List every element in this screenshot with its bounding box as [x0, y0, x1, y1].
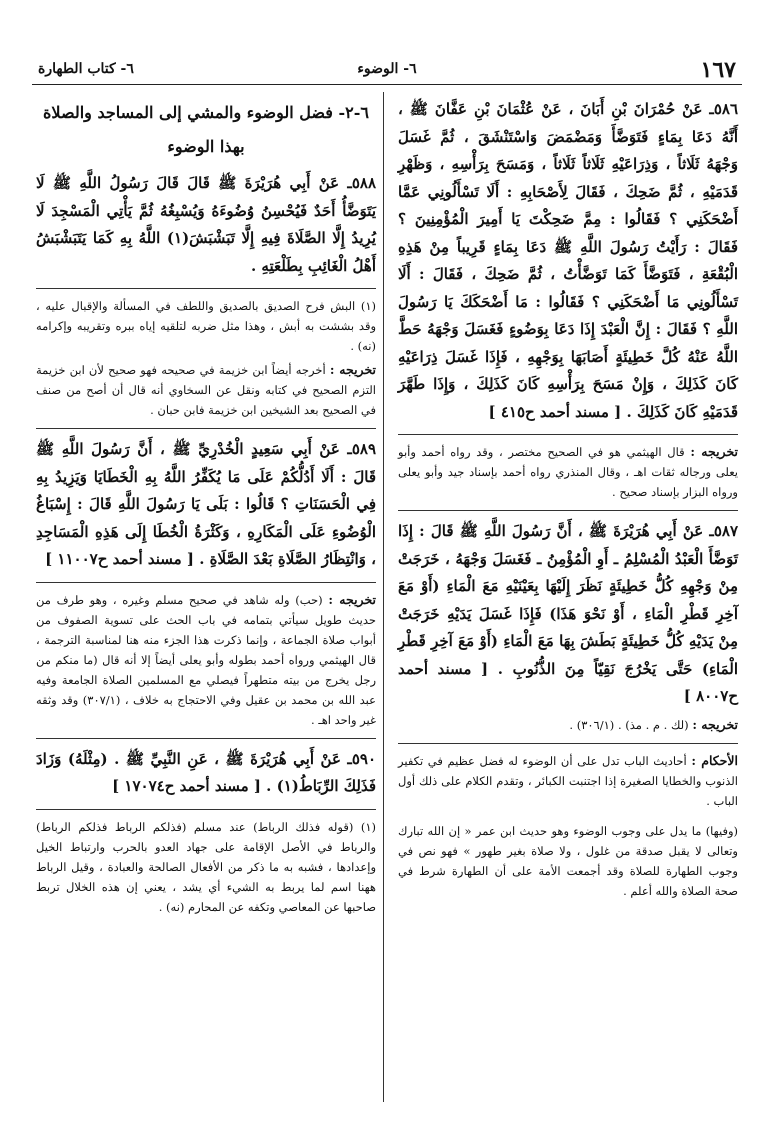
takhrij-text: (حب) وله شاهد في صحيح مسلم وغيره ، وهو طرف من حديث طويل سيأتي بتمامه في باب الحث على تسوية الصفوف من أبواب صلاة الجماعة ، وإنما ذكرت هذا الجزء منه هنا لمناسبة الترجمة ، قال الهيثمي ورواه أحمد بطوله وأبو يعلى أيضاً إلا أنه قال (ما منكم من رجل يخرج من بيته متطهراً فيصلي مع المسلمين الصلاة الجامعة وفيه عبد الله بن محمد بن عقيل وفي الاحتجاج به خلاف ، (٣٠٧/١) وقد وثقه غير واحد اهـ .: [36, 592, 376, 727]
separator: [36, 428, 376, 429]
takhrij-589: [36, 590, 376, 730]
hadith-590: ٥٩٠ـ عَنْ أَبِي هُرَيْرَةَ ﷺ ، عَنِ النَّبِيِّ ﷺ . (مِثْلَهُ) وَزَادَ فَذَلِكَ الرِّبَاطُ(١) . [ مسند أحمد ح١٧٠٧٤ ]: [36, 749, 376, 795]
ahkam-label: الأحكام :: [691, 752, 739, 768]
running-header: [32, 58, 742, 85]
takhrij-label: تخريجه :: [692, 716, 738, 732]
takhrij-label: تخريجه :: [690, 444, 738, 459]
separator: [36, 582, 376, 583]
takhrij-text: أخرجه أيضاً ابن خزيمة في صحيحه فهو صحيح لأن ابن خزيمة التزم الصحيح في كتابه ونقل عن السخاوي أنه قال أن أصح من صنف في الصحيح بعد الشيخين ابن خزيمة فابن حبان .: [36, 363, 376, 417]
takhrij-text: قال الهيثمي هو في الصحيح مختصر ، وقد رواه أحمد وأبو يعلى ورجاله ثقات اهـ ، وقال المنذري رواه أحمد بإسناد جيد وأبو يعلى ورواه البزار بإسناد صحيح .: [398, 445, 738, 499]
left-column: [36, 96, 376, 917]
separator: [398, 510, 738, 511]
hadith-589: ٥٨٩ـ عَنْ أَبِي سَعِيدٍ الْخُدْرِيِّ ﷺ ، أَنَّ رَسُولَ اللَّهِ ﷺ قَالَ : أَلَا أَدُلُّكُمْ عَلَى مَا يُكَفِّرُ اللَّهُ بِهِ الْخَطَايَا وَيَزِيدُ بِهِ فِي الْحَسَنَاتِ ؟ قَالُوا : بَلَى يَا رَسُولَ اللَّهِ قَالَ : إِسْبَاغُ الْوُضُوءِ عَلَى الْمَكَارِهِ ، وَكَثْرَةُ الْخُطَا إِلَى هَذِهِ الْمَسَاجِدِ ، وَانْتِظَارُ الصَّلَاةِ بَعْدَ الصَّلَاةِ . [ مسند أحمد ح١١٠٠٧ ]: [36, 440, 376, 568]
section-heading: ٦-٢- فضل الوضوء والمشي إلى المساجد والصلاة بهذا الوضوء: [43, 103, 369, 156]
takhrij-586: [398, 442, 738, 502]
book-title: ٦- كتاب الطهارة: [38, 61, 134, 77]
separator: [36, 809, 376, 810]
chapter-title: ٦- الوضوء: [357, 61, 417, 77]
right-column: [398, 96, 738, 901]
separator: [36, 288, 376, 289]
footnote-590: (١) (قوله فذلك الرباط) عند مسلم (فذلكم الرباط فذلكم الرباط) والرباط في الأصل الإقامة على جهاد العدو بالحرب وارتباط الخيل وإعدادها ، فشبه به ما ذكر من الأفعال الصالحة والعبادة ، وقيل الرباط ههنا اسم لما يربط به الشيء أي يشد ، يعني إن هذه الخلال تربط صاحبها عن المعاصي وتكفه عن المحارم (نه) .: [36, 819, 376, 914]
hadith-588: ٥٨٨ـ عَنْ أَبِي هُرَيْرَةَ ﷺ قَالَ قَالَ رَسُولُ اللَّهِ ﷺ لَا يَتَوَضَّأُ أَحَدٌ فَيُحْسِنُ وُضُوءَهُ وَيُسْبِغُهُ ثُمَّ يَأْتِي الْمَسْجِدَ لَا يُرِيدُ إِلَّا الصَّلَاةَ فِيهِ إِلَّا تَبَشْبَشَ(١) اللَّهُ بِهِ كَمَا يَتَبَشْبَشُ أَهْلُ الْغَائِبِ بِطَلْعَتِهِ .: [36, 174, 376, 275]
takhrij-text: (لك . م . مذ) . (٣٠٦/١) .: [569, 717, 689, 732]
ahkam-text: أحاديث الباب تدل على أن الوضوء له فضل عظيم في تكفير الذنوب والخطايا الصغيرة إذا اجتنبت الكبائر ، وتقدم الكلام على ذلك أول الباب .: [398, 753, 738, 808]
fiha-paragraph: (وفيها) ما يدل على وجوب الوضوء وهو حديث ابن عمر « إن الله تبارك وتعالى لا يقبل صدقة من غلول ، ولا صلاة بغير طهور » فهو نص في وجوب الطهارة للصلاة وقد أجمعت الأمة على أن الطهارة شرط في صحة الصلاة والله أعلم .: [398, 823, 738, 898]
footnote-588: (١) البش فرح الصديق بالصديق واللطف في المسألة والإقبال عليه ، وقد بششت به أبش ، وهذا مثل ضربه لتلقيه إياه ببره وتقريبه وإكرامه (نه) .: [36, 299, 376, 353]
hadith-587: ٥٨٧ـ عَنْ أَبِي هُرَيْرَةَ ﷺ ، أَنَّ رَسُولَ اللَّهِ ﷺ قَالَ : إِذَا تَوَضَّأَ الْعَبْدُ الْمُسْلِمُ ـ أَوِ الْمُؤْمِنُ ـ فَغَسَلَ وَجْهَهُ ، خَرَجَتْ مِنْ وَجْهِهِ كُلُّ خَطِيئَةٍ نَظَرَ إِلَيْهَا بِعَيْنَيْهِ مَعَ الْمَاءِ (أَوْ مَعَ آخِرِ قَطْرِ الْمَاءِ ، أَوْ نَحْوَ هَذَا) فَإِذَا غَسَلَ يَدَيْهِ خَرَجَتْ مِنْ يَدَيْهِ كُلُّ خَطِيئَةٍ بَطَشَ بِهَا مَعَ الْمَاءِ (أَوْ مَعَ آخِرِ قَطْرِ الْمَاءِ) حَتَّى يَخْرُجَ نَقِيّاً مِنَ الذُّنُوبِ . [ مسند أحمد ح٨٠٠٧ ]: [398, 522, 738, 705]
takhrij-label: تخريجه :: [328, 591, 377, 607]
page-number: ١٦٧: [700, 57, 736, 83]
separator: [398, 434, 738, 435]
takhrij-587: [398, 715, 738, 735]
takhrij-label: تخريجه :: [329, 362, 376, 377]
takhrij-588: [36, 360, 376, 420]
ahkam-section: [398, 751, 738, 811]
separator: [398, 743, 738, 744]
separator: [36, 738, 376, 739]
hadith-586: ٥٨٦ـ عَنْ حُمْرَانَ بْنِ أَبَانَ ، عَنْ عُثْمَانَ بْنِ عَفَّانَ ﷺ ، أَنَّهُ دَعَا بِمَاءٍ فَتَوَضَّأَ وَمَضْمَضَ وَاسْتَنْشَقَ ، ثُمَّ غَسَلَ وَجْهَهُ ثَلَاثاً ، وَذِرَاعَيْهِ ثَلَاثاً ثَلَاثاً ، وَمَسَحَ بِرَأْسِهِ ، وَظَهْرِ قَدَمَيْهِ ، ثُمَّ ضَحِكَ ، فَقَالَ لِأَصْحَابِهِ : أَلَا تَسْأَلُونِي عَمَّا أَضْحَكَنِي ؟ فَقَالُوا : مِمَّ ضَحِكْتَ يَا أَمِيرَ الْمُؤْمِنِينَ ؟ فَقَالَ : رَأَيْتُ رَسُولَ اللَّهِ ﷺ دَعَا بِمَاءٍ قَرِيباً مِنْ هَذِهِ الْبُقْعَةِ ، فَتَوَضَّأَ كَمَا تَوَضَّأْتُ ، ثُمَّ ضَحِكَ ، فَقَالَ : أَلَا تَسْأَلُونِي مَا أَضْحَكَنِي ؟ فَقَالُوا : مَا أَضْحَكَكَ يَا رَسُولَ اللَّهِ ؟ فَقَالَ : إِنَّ الْعَبْدَ إِذَا دَعَا بِوَضُوءٍ فَغَسَلَ وَجْهَهُ حَطَّ اللَّهُ عَنْهُ كُلَّ خَطِيئَةٍ أَصَابَهَا بِوَجْهِهِ ، فَإِذَا غَسَلَ ذِرَاعَيْهِ كَانَ كَذَلِكَ ، وَإِنْ مَسَحَ بِرَأْسِهِ كَانَ كَذَلِكَ ، وَإِذَا طَهَّرَ قَدَمَيْهِ كَانَ كَذَلِكَ . [ مسند أحمد ح٤١٥ ]: [398, 100, 738, 421]
column-divider: [383, 92, 384, 1102]
